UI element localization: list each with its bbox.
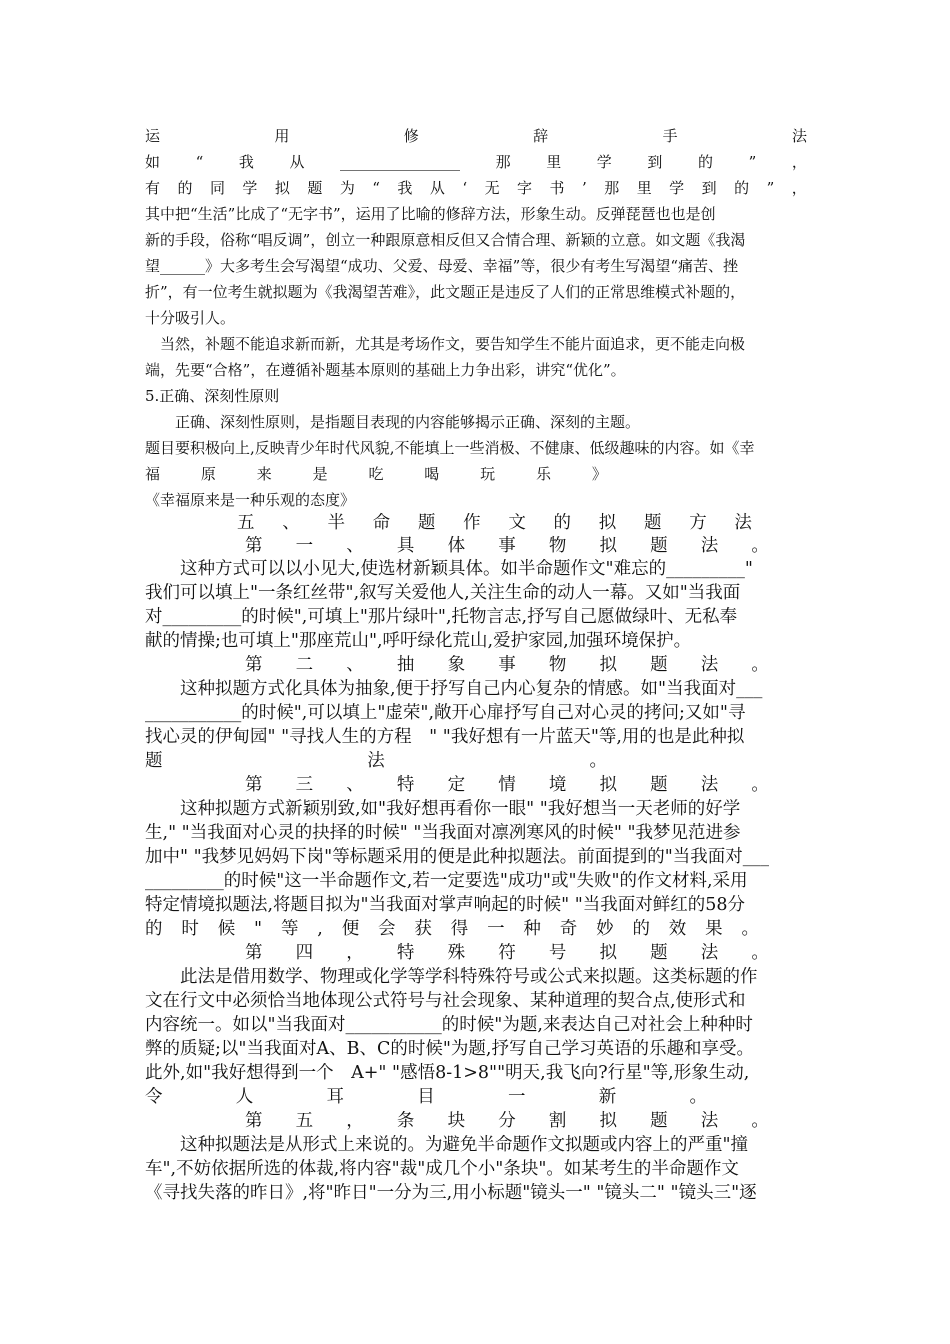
- text-line: 十分吸引人。: [145, 309, 236, 327]
- text-line: 第 三 、 特 定 情 境 拟 题 法 。: [245, 775, 769, 795]
- text-line: 此外,如"我好想得到一个 A+" "感悟8-1>8""明天,我飞向?行星"等,形象生动,: [145, 1063, 750, 1083]
- text-line: 生," "当我面对心灵的抉择的时候" "当我面对凛冽寒风的时候" "我梦见范进参: [145, 823, 741, 843]
- text-line: 福 原 来 是 吃 喝 玩 乐 》: [145, 465, 607, 483]
- text-line: ___________的时候",可以填上"虚荣",敞开心扉抒写自己对心灵的拷问;又如"寻: [145, 703, 746, 723]
- text-line: 端，先要“合格”，在遵循补题基本原则的基础上力争出彩，讲究“优化”。: [145, 361, 626, 379]
- text-line: 题目要积极向上,反映青少年时代风貌,不能填上一些消极、不健康、低级趣味的内容。如《幸: [145, 439, 755, 457]
- text-line: 5.正确、深刻性原则: [145, 387, 280, 405]
- text-line: 题 法 。: [145, 751, 607, 771]
- text-line: 内容统一。如以"当我面对___________的时候"为题,来表达自己对社会上种种时: [145, 1015, 753, 1035]
- text-line: 特定情境拟题法,将题目拟为"当我面对掌声响起的时候" "当我面对鲜红的58分: [145, 895, 746, 915]
- text-line: 折”，有一位考生就拟题为《我渴望苦难》，此文题正是违反了人们的正常思维模式补题的，: [145, 283, 746, 301]
- text-line: 有 的 同 学 拟 题 为 “ 我 从 ‘ 无 字 书 ’ 那 里 学 到 的 ” ，: [145, 179, 807, 197]
- text-line: 如 “ 我 从 ________________ 那 里 学 到 的 ” ，: [145, 153, 807, 171]
- text-line: 献的情操;也可填上"那座荒山",呼吁绿化荒山,爱护家园,加强环境保护。: [145, 631, 692, 651]
- text-line: 望______》大多考生会写渴望“成功、父爱、母爱、幸福”等，很少有考生写渴望“痛苦、挫: [145, 257, 739, 275]
- text-line: 文在行文中必须恰当地体现公式符号与社会现象、某种道理的契合点,使形式和: [145, 991, 746, 1011]
- text-line: 第 一 、 具 体 事 物 拟 题 法 。: [245, 536, 769, 556]
- text-line: 新的手段，俗称“唱反调”，创立一种跟原意相反但又合情合理、新颖的立意。如文题《我渴: [145, 231, 746, 249]
- text-line: 令 人 耳 目 一 新 。: [145, 1087, 707, 1107]
- text-line: 正确、深刻性原则，是指题目表现的内容能够揭示正确、深刻的主题。: [145, 413, 641, 431]
- text-line: 找心灵的伊甸园" "寻找人生的方程 " "我好想有一片蓝天"等,用的也是此种拟: [145, 727, 745, 747]
- text-line: 当然，补题不能追求新而新，尤其是考场作文，要告知学生不能片面追求，更不能走向极: [145, 335, 746, 353]
- text-line: 的 时 候 " 等 , 便 会 获 得 一 种 奇 妙 的 效 果 。: [145, 919, 759, 939]
- text-line: 我们可以填上"一条红丝带",叙写关爱他人,关注生命的动人一幕。又如"当我面: [145, 583, 741, 603]
- text-line: 这种方式可以以小见大,使选材新颖具体。如半命题作文"难忘的_________": [145, 559, 753, 579]
- text-line: 五 、 半 命 题 作 文 的 拟 题 方 法: [237, 513, 752, 533]
- text-line: 弊的质疑;以"当我面对A、B、C的时候"为题,抒写自己学习英语的乐趣和享受。: [145, 1039, 754, 1059]
- text-line: _________的时候"这一半命题作文,若一定要选"成功"或"失败"的作文材料,采用: [145, 871, 748, 891]
- text-line: 第 五 ， 条 块 分 割 拟 题 法 。: [245, 1111, 769, 1131]
- text-line: 运 用 修 辞 手 法: [145, 127, 807, 145]
- text-line: 其中把“生活”比成了“无字书”，运用了比喻的修辞方法，形象生动。反弹琵琶也也是创: [145, 205, 716, 223]
- text-line: 车",不妨依据所选的体裁,将内容"裁"成几个小"条块"。如某考生的半命题作文: [145, 1159, 739, 1179]
- text-line: 这种拟题法是从形式上来说的。为避免半命题作文拟题或内容上的严重"撞: [145, 1135, 749, 1155]
- text-line: 《寻找失落的昨日》,将"昨日"一分为三,用小标题"镜头一" "镜头二" "镜头三"逐: [145, 1183, 757, 1203]
- text-line: 这种拟题方式化具体为抽象,便于抒写自己内心复杂的情感。如"当我面对___: [145, 679, 763, 699]
- text-line: 此法是借用数学、物理或化学等学科特殊符号或公式来拟题。这类标题的作: [145, 967, 758, 987]
- text-line: 《幸福原来是一种乐观的态度》: [145, 491, 356, 509]
- text-line: 加中" "我梦见妈妈下岗"等标题采用的便是此种拟题法。前面提到的"当我面对___: [145, 847, 770, 867]
- text-line: 第 四 ， 特 殊 符 号 拟 题 法 。: [245, 943, 769, 963]
- text-line: 这种拟题方式新颖别致,如"我好想再看你一眼" "我好想当一天老师的好学: [145, 799, 741, 819]
- text-line: 对_________的时候",可填上"那片绿叶",托物言志,抒写自己愿做绿叶、无私奉: [145, 607, 738, 627]
- text-line: 第 二 、 抽 象 事 物 拟 题 法 。: [245, 655, 769, 675]
